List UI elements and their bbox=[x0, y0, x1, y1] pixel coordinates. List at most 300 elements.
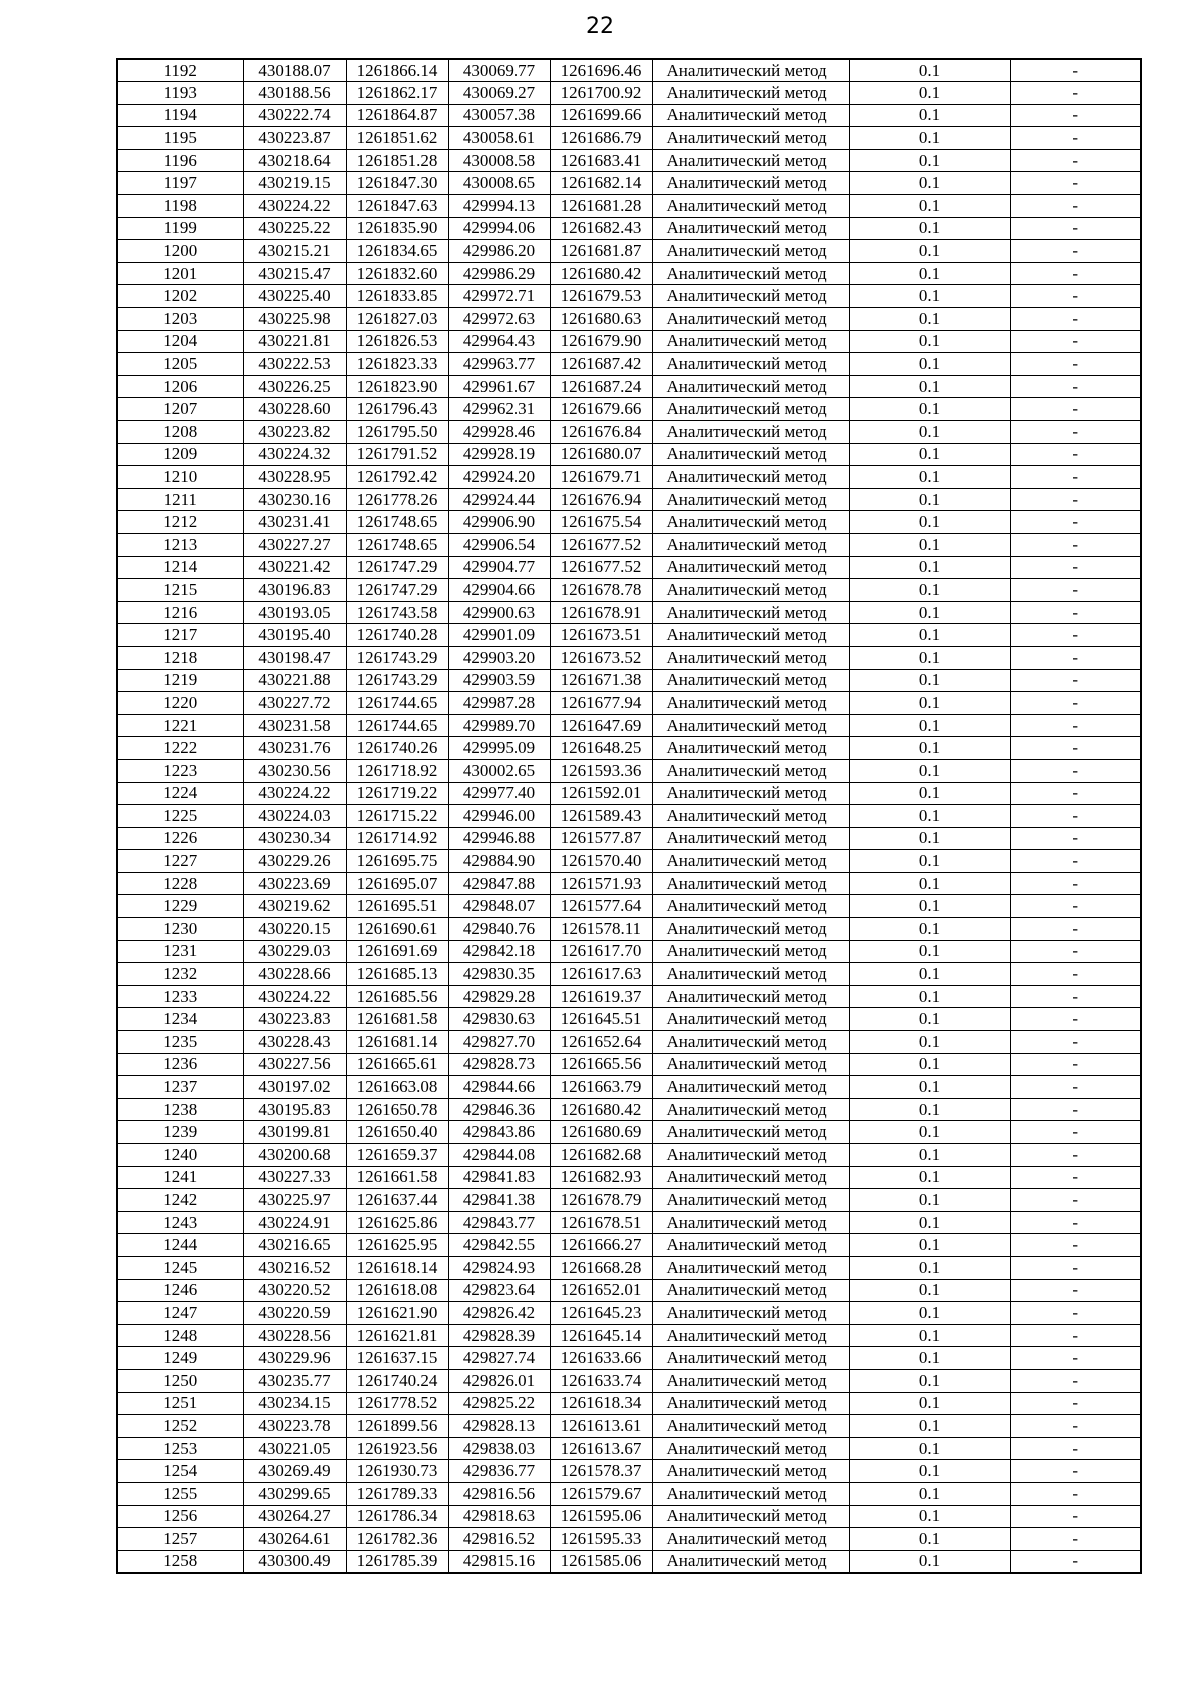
accuracy-cell: 0.1 bbox=[849, 59, 1010, 82]
accuracy-cell: 0.1 bbox=[849, 1098, 1010, 1121]
note-cell: - bbox=[1010, 1505, 1141, 1528]
table-row bbox=[117, 940, 1141, 963]
y-new-cell: 1261677.94 bbox=[550, 692, 652, 715]
y-new-cell: 1261682.43 bbox=[550, 217, 652, 240]
note-cell: - bbox=[1010, 59, 1141, 82]
accuracy-cell: 0.1 bbox=[849, 375, 1010, 398]
x-new-cell: 429924.44 bbox=[448, 488, 550, 511]
method-cell: Аналитический метод bbox=[652, 940, 849, 963]
y-old-cell: 1261899.56 bbox=[346, 1415, 448, 1438]
accuracy-cell: 0.1 bbox=[849, 1279, 1010, 1302]
y-new-cell: 1261699.66 bbox=[550, 104, 652, 127]
y-new-cell: 1261577.64 bbox=[550, 895, 652, 918]
accuracy-cell: 0.1 bbox=[849, 398, 1010, 421]
y-old-cell: 1261851.62 bbox=[346, 127, 448, 150]
x-old-cell: 430221.88 bbox=[243, 669, 346, 692]
y-new-cell: 1261665.56 bbox=[550, 1053, 652, 1076]
method-cell: Аналитический метод bbox=[652, 285, 849, 308]
point-number-cell: 1237 bbox=[117, 1076, 243, 1099]
y-new-cell: 1261585.06 bbox=[550, 1550, 652, 1573]
table-row bbox=[117, 805, 1141, 828]
method-cell: Аналитический метод bbox=[652, 353, 849, 376]
point-number-cell: 1229 bbox=[117, 895, 243, 918]
accuracy-cell: 0.1 bbox=[849, 601, 1010, 624]
table-row bbox=[117, 1144, 1141, 1167]
y-old-cell: 1261625.95 bbox=[346, 1234, 448, 1257]
x-old-cell: 430197.02 bbox=[243, 1076, 346, 1099]
y-new-cell: 1261592.01 bbox=[550, 782, 652, 805]
point-number-cell: 1202 bbox=[117, 285, 243, 308]
x-new-cell: 429846.36 bbox=[448, 1098, 550, 1121]
point-number-cell: 1233 bbox=[117, 985, 243, 1008]
note-cell: - bbox=[1010, 330, 1141, 353]
y-new-cell: 1261663.79 bbox=[550, 1076, 652, 1099]
x-old-cell: 430230.16 bbox=[243, 488, 346, 511]
x-new-cell: 429994.13 bbox=[448, 195, 550, 218]
y-new-cell: 1261680.07 bbox=[550, 443, 652, 466]
x-new-cell: 429986.20 bbox=[448, 240, 550, 263]
x-new-cell: 429986.29 bbox=[448, 262, 550, 285]
x-old-cell: 430228.66 bbox=[243, 963, 346, 986]
note-cell: - bbox=[1010, 82, 1141, 105]
method-cell: Аналитический метод bbox=[652, 466, 849, 489]
table-row bbox=[117, 963, 1141, 986]
point-number-cell: 1220 bbox=[117, 692, 243, 715]
note-cell: - bbox=[1010, 1098, 1141, 1121]
x-old-cell: 430234.15 bbox=[243, 1392, 346, 1415]
point-number-cell: 1228 bbox=[117, 872, 243, 895]
method-cell: Аналитический метод bbox=[652, 1121, 849, 1144]
note-cell: - bbox=[1010, 1437, 1141, 1460]
table-row bbox=[117, 195, 1141, 218]
note-cell: - bbox=[1010, 669, 1141, 692]
accuracy-cell: 0.1 bbox=[849, 1053, 1010, 1076]
y-old-cell: 1261851.28 bbox=[346, 149, 448, 172]
y-old-cell: 1261637.44 bbox=[346, 1189, 448, 1212]
method-cell: Аналитический метод bbox=[652, 1369, 849, 1392]
x-old-cell: 430224.22 bbox=[243, 195, 346, 218]
x-old-cell: 430219.62 bbox=[243, 895, 346, 918]
y-old-cell: 1261833.85 bbox=[346, 285, 448, 308]
y-new-cell: 1261681.28 bbox=[550, 195, 652, 218]
coordinates-table bbox=[116, 58, 1142, 1574]
x-new-cell: 429826.01 bbox=[448, 1369, 550, 1392]
table-row bbox=[117, 624, 1141, 647]
x-old-cell: 430225.97 bbox=[243, 1189, 346, 1212]
accuracy-cell: 0.1 bbox=[849, 872, 1010, 895]
y-new-cell: 1261645.51 bbox=[550, 1008, 652, 1031]
y-old-cell: 1261690.61 bbox=[346, 918, 448, 941]
x-old-cell: 430227.33 bbox=[243, 1166, 346, 1189]
x-old-cell: 430199.81 bbox=[243, 1121, 346, 1144]
point-number-cell: 1244 bbox=[117, 1234, 243, 1257]
x-new-cell: 429848.07 bbox=[448, 895, 550, 918]
method-cell: Аналитический метод bbox=[652, 127, 849, 150]
x-old-cell: 430231.76 bbox=[243, 737, 346, 760]
y-old-cell: 1261847.30 bbox=[346, 172, 448, 195]
y-old-cell: 1261744.65 bbox=[346, 714, 448, 737]
y-new-cell: 1261589.43 bbox=[550, 805, 652, 828]
y-old-cell: 1261847.63 bbox=[346, 195, 448, 218]
point-number-cell: 1250 bbox=[117, 1369, 243, 1392]
y-old-cell: 1261789.33 bbox=[346, 1482, 448, 1505]
table-row bbox=[117, 375, 1141, 398]
table-row bbox=[117, 308, 1141, 331]
note-cell: - bbox=[1010, 646, 1141, 669]
table-row bbox=[117, 1008, 1141, 1031]
table-row bbox=[117, 1324, 1141, 1347]
point-number-cell: 1235 bbox=[117, 1031, 243, 1054]
point-number-cell: 1247 bbox=[117, 1302, 243, 1325]
y-new-cell: 1261678.91 bbox=[550, 601, 652, 624]
x-old-cell: 430230.34 bbox=[243, 827, 346, 850]
table-row bbox=[117, 1256, 1141, 1279]
note-cell: - bbox=[1010, 985, 1141, 1008]
x-new-cell: 429830.63 bbox=[448, 1008, 550, 1031]
x-new-cell: 429901.09 bbox=[448, 624, 550, 647]
accuracy-cell: 0.1 bbox=[849, 511, 1010, 534]
y-new-cell: 1261675.54 bbox=[550, 511, 652, 534]
y-new-cell: 1261679.71 bbox=[550, 466, 652, 489]
point-number-cell: 1192 bbox=[117, 59, 243, 82]
point-number-cell: 1254 bbox=[117, 1460, 243, 1483]
table-row bbox=[117, 782, 1141, 805]
x-new-cell: 429827.70 bbox=[448, 1031, 550, 1054]
point-number-cell: 1200 bbox=[117, 240, 243, 263]
table-row bbox=[117, 601, 1141, 624]
accuracy-cell: 0.1 bbox=[849, 330, 1010, 353]
note-cell: - bbox=[1010, 827, 1141, 850]
point-number-cell: 1218 bbox=[117, 646, 243, 669]
y-old-cell: 1261743.29 bbox=[346, 669, 448, 692]
x-new-cell: 429828.13 bbox=[448, 1415, 550, 1438]
x-old-cell: 430224.91 bbox=[243, 1211, 346, 1234]
y-new-cell: 1261618.34 bbox=[550, 1392, 652, 1415]
point-number-cell: 1224 bbox=[117, 782, 243, 805]
x-old-cell: 430220.52 bbox=[243, 1279, 346, 1302]
x-old-cell: 430231.41 bbox=[243, 511, 346, 534]
table-row bbox=[117, 1437, 1141, 1460]
accuracy-cell: 0.1 bbox=[849, 1460, 1010, 1483]
note-cell: - bbox=[1010, 375, 1141, 398]
x-old-cell: 430220.59 bbox=[243, 1302, 346, 1325]
y-old-cell: 1261661.58 bbox=[346, 1166, 448, 1189]
method-cell: Аналитический метод bbox=[652, 985, 849, 1008]
table-row bbox=[117, 488, 1141, 511]
y-old-cell: 1261778.52 bbox=[346, 1392, 448, 1415]
note-cell: - bbox=[1010, 1369, 1141, 1392]
method-cell: Аналитический метод bbox=[652, 330, 849, 353]
y-old-cell: 1261923.56 bbox=[346, 1437, 448, 1460]
method-cell: Аналитический метод bbox=[652, 1415, 849, 1438]
method-cell: Аналитический метод bbox=[652, 556, 849, 579]
x-new-cell: 429928.19 bbox=[448, 443, 550, 466]
note-cell: - bbox=[1010, 149, 1141, 172]
y-new-cell: 1261578.11 bbox=[550, 918, 652, 941]
method-cell: Аналитический метод bbox=[652, 895, 849, 918]
table-row bbox=[117, 759, 1141, 782]
y-old-cell: 1261685.56 bbox=[346, 985, 448, 1008]
y-new-cell: 1261680.42 bbox=[550, 262, 652, 285]
y-old-cell: 1261862.17 bbox=[346, 82, 448, 105]
accuracy-cell: 0.1 bbox=[849, 1076, 1010, 1099]
y-old-cell: 1261827.03 bbox=[346, 308, 448, 331]
note-cell: - bbox=[1010, 850, 1141, 873]
x-old-cell: 430215.21 bbox=[243, 240, 346, 263]
point-number-cell: 1199 bbox=[117, 217, 243, 240]
y-old-cell: 1261691.69 bbox=[346, 940, 448, 963]
accuracy-cell: 0.1 bbox=[849, 285, 1010, 308]
accuracy-cell: 0.1 bbox=[849, 82, 1010, 105]
accuracy-cell: 0.1 bbox=[849, 940, 1010, 963]
method-cell: Аналитический метод bbox=[652, 1279, 849, 1302]
x-old-cell: 430229.03 bbox=[243, 940, 346, 963]
point-number-cell: 1240 bbox=[117, 1144, 243, 1167]
point-number-cell: 1238 bbox=[117, 1098, 243, 1121]
point-number-cell: 1252 bbox=[117, 1415, 243, 1438]
method-cell: Аналитический метод bbox=[652, 1166, 849, 1189]
point-number-cell: 1193 bbox=[117, 82, 243, 105]
y-old-cell: 1261714.92 bbox=[346, 827, 448, 850]
table-row bbox=[117, 59, 1141, 82]
point-number-cell: 1242 bbox=[117, 1189, 243, 1212]
x-new-cell: 429972.71 bbox=[448, 285, 550, 308]
note-cell: - bbox=[1010, 398, 1141, 421]
x-old-cell: 430226.25 bbox=[243, 375, 346, 398]
y-old-cell: 1261695.51 bbox=[346, 895, 448, 918]
y-old-cell: 1261864.87 bbox=[346, 104, 448, 127]
accuracy-cell: 0.1 bbox=[849, 240, 1010, 263]
note-cell: - bbox=[1010, 872, 1141, 895]
note-cell: - bbox=[1010, 1302, 1141, 1325]
x-old-cell: 430221.42 bbox=[243, 556, 346, 579]
y-new-cell: 1261645.14 bbox=[550, 1324, 652, 1347]
y-new-cell: 1261680.42 bbox=[550, 1098, 652, 1121]
x-old-cell: 430218.64 bbox=[243, 149, 346, 172]
y-new-cell: 1261577.87 bbox=[550, 827, 652, 850]
page-number: 22 bbox=[586, 14, 614, 39]
y-new-cell: 1261647.69 bbox=[550, 714, 652, 737]
table-row bbox=[117, 1460, 1141, 1483]
x-new-cell: 430069.27 bbox=[448, 82, 550, 105]
point-number-cell: 1258 bbox=[117, 1550, 243, 1573]
table-row bbox=[117, 985, 1141, 1008]
x-old-cell: 430235.77 bbox=[243, 1369, 346, 1392]
y-new-cell: 1261652.64 bbox=[550, 1031, 652, 1054]
method-cell: Аналитический метод bbox=[652, 172, 849, 195]
x-old-cell: 430216.65 bbox=[243, 1234, 346, 1257]
y-new-cell: 1261679.66 bbox=[550, 398, 652, 421]
y-old-cell: 1261718.92 bbox=[346, 759, 448, 782]
method-cell: Аналитический метод bbox=[652, 511, 849, 534]
note-cell: - bbox=[1010, 1053, 1141, 1076]
accuracy-cell: 0.1 bbox=[849, 1392, 1010, 1415]
x-new-cell: 429825.22 bbox=[448, 1392, 550, 1415]
method-cell: Аналитический метод bbox=[652, 1302, 849, 1325]
note-cell: - bbox=[1010, 466, 1141, 489]
x-new-cell: 429972.63 bbox=[448, 308, 550, 331]
accuracy-cell: 0.1 bbox=[849, 443, 1010, 466]
method-cell: Аналитический метод bbox=[652, 601, 849, 624]
y-old-cell: 1261785.39 bbox=[346, 1550, 448, 1573]
note-cell: - bbox=[1010, 692, 1141, 715]
table-row bbox=[117, 398, 1141, 421]
table-row bbox=[117, 421, 1141, 444]
y-new-cell: 1261579.67 bbox=[550, 1482, 652, 1505]
y-old-cell: 1261740.24 bbox=[346, 1369, 448, 1392]
y-old-cell: 1261621.81 bbox=[346, 1324, 448, 1347]
point-number-cell: 1234 bbox=[117, 1008, 243, 1031]
y-old-cell: 1261650.40 bbox=[346, 1121, 448, 1144]
note-cell: - bbox=[1010, 1211, 1141, 1234]
x-old-cell: 430264.27 bbox=[243, 1505, 346, 1528]
table-row bbox=[117, 1211, 1141, 1234]
y-new-cell: 1261676.94 bbox=[550, 488, 652, 511]
x-old-cell: 430223.78 bbox=[243, 1415, 346, 1438]
x-old-cell: 430224.32 bbox=[243, 443, 346, 466]
note-cell: - bbox=[1010, 1550, 1141, 1573]
note-cell: - bbox=[1010, 172, 1141, 195]
accuracy-cell: 0.1 bbox=[849, 646, 1010, 669]
x-new-cell: 429816.52 bbox=[448, 1528, 550, 1551]
x-old-cell: 430227.56 bbox=[243, 1053, 346, 1076]
point-number-cell: 1232 bbox=[117, 963, 243, 986]
y-old-cell: 1261866.14 bbox=[346, 59, 448, 82]
y-new-cell: 1261671.38 bbox=[550, 669, 652, 692]
accuracy-cell: 0.1 bbox=[849, 1324, 1010, 1347]
note-cell: - bbox=[1010, 533, 1141, 556]
y-new-cell: 1261687.24 bbox=[550, 375, 652, 398]
point-number-cell: 1226 bbox=[117, 827, 243, 850]
accuracy-cell: 0.1 bbox=[849, 1031, 1010, 1054]
table-row bbox=[117, 1234, 1141, 1257]
accuracy-cell: 0.1 bbox=[849, 353, 1010, 376]
table-row bbox=[117, 1053, 1141, 1076]
x-new-cell: 429904.66 bbox=[448, 579, 550, 602]
point-number-cell: 1212 bbox=[117, 511, 243, 534]
y-old-cell: 1261618.08 bbox=[346, 1279, 448, 1302]
y-old-cell: 1261792.42 bbox=[346, 466, 448, 489]
table-row bbox=[117, 1482, 1141, 1505]
table-row bbox=[117, 918, 1141, 941]
method-cell: Аналитический метод bbox=[652, 782, 849, 805]
accuracy-cell: 0.1 bbox=[849, 737, 1010, 760]
x-new-cell: 429826.42 bbox=[448, 1302, 550, 1325]
y-new-cell: 1261666.27 bbox=[550, 1234, 652, 1257]
y-old-cell: 1261695.75 bbox=[346, 850, 448, 873]
method-cell: Аналитический метод bbox=[652, 375, 849, 398]
note-cell: - bbox=[1010, 1121, 1141, 1144]
x-old-cell: 430264.61 bbox=[243, 1528, 346, 1551]
accuracy-cell: 0.1 bbox=[849, 488, 1010, 511]
point-number-cell: 1219 bbox=[117, 669, 243, 692]
x-old-cell: 430195.40 bbox=[243, 624, 346, 647]
y-old-cell: 1261795.50 bbox=[346, 421, 448, 444]
table-row bbox=[117, 353, 1141, 376]
point-number-cell: 1248 bbox=[117, 1324, 243, 1347]
note-cell: - bbox=[1010, 1460, 1141, 1483]
accuracy-cell: 0.1 bbox=[849, 217, 1010, 240]
x-new-cell: 429906.54 bbox=[448, 533, 550, 556]
y-new-cell: 1261682.14 bbox=[550, 172, 652, 195]
table-row bbox=[117, 1347, 1141, 1370]
point-number-cell: 1246 bbox=[117, 1279, 243, 1302]
method-cell: Аналитический метод bbox=[652, 1550, 849, 1573]
point-number-cell: 1243 bbox=[117, 1211, 243, 1234]
table-row bbox=[117, 533, 1141, 556]
note-cell: - bbox=[1010, 940, 1141, 963]
x-old-cell: 430225.22 bbox=[243, 217, 346, 240]
table-row bbox=[117, 240, 1141, 263]
note-cell: - bbox=[1010, 421, 1141, 444]
x-new-cell: 430008.58 bbox=[448, 149, 550, 172]
y-old-cell: 1261786.34 bbox=[346, 1505, 448, 1528]
x-new-cell: 429989.70 bbox=[448, 714, 550, 737]
accuracy-cell: 0.1 bbox=[849, 918, 1010, 941]
table-row bbox=[117, 104, 1141, 127]
method-cell: Аналитический метод bbox=[652, 1234, 849, 1257]
x-old-cell: 430299.65 bbox=[243, 1482, 346, 1505]
x-new-cell: 429904.77 bbox=[448, 556, 550, 579]
accuracy-cell: 0.1 bbox=[849, 805, 1010, 828]
note-cell: - bbox=[1010, 1234, 1141, 1257]
method-cell: Аналитический метод bbox=[652, 195, 849, 218]
table-row bbox=[117, 1121, 1141, 1144]
accuracy-cell: 0.1 bbox=[849, 895, 1010, 918]
x-new-cell: 429841.83 bbox=[448, 1166, 550, 1189]
y-new-cell: 1261687.42 bbox=[550, 353, 652, 376]
accuracy-cell: 0.1 bbox=[849, 149, 1010, 172]
y-new-cell: 1261648.25 bbox=[550, 737, 652, 760]
x-new-cell: 429815.16 bbox=[448, 1550, 550, 1573]
method-cell: Аналитический метод bbox=[652, 714, 849, 737]
y-old-cell: 1261695.07 bbox=[346, 872, 448, 895]
point-number-cell: 1213 bbox=[117, 533, 243, 556]
y-new-cell: 1261570.40 bbox=[550, 850, 652, 873]
point-number-cell: 1225 bbox=[117, 805, 243, 828]
y-old-cell: 1261740.26 bbox=[346, 737, 448, 760]
point-number-cell: 1245 bbox=[117, 1256, 243, 1279]
point-number-cell: 1205 bbox=[117, 353, 243, 376]
y-old-cell: 1261782.36 bbox=[346, 1528, 448, 1551]
x-new-cell: 429818.63 bbox=[448, 1505, 550, 1528]
x-old-cell: 430216.52 bbox=[243, 1256, 346, 1279]
y-new-cell: 1261677.52 bbox=[550, 533, 652, 556]
y-old-cell: 1261618.14 bbox=[346, 1256, 448, 1279]
point-number-cell: 1256 bbox=[117, 1505, 243, 1528]
x-old-cell: 430193.05 bbox=[243, 601, 346, 624]
note-cell: - bbox=[1010, 601, 1141, 624]
accuracy-cell: 0.1 bbox=[849, 1211, 1010, 1234]
method-cell: Аналитический метод bbox=[652, 805, 849, 828]
accuracy-cell: 0.1 bbox=[849, 1189, 1010, 1212]
y-new-cell: 1261678.79 bbox=[550, 1189, 652, 1212]
x-new-cell: 429962.31 bbox=[448, 398, 550, 421]
x-old-cell: 430231.58 bbox=[243, 714, 346, 737]
point-number-cell: 1208 bbox=[117, 421, 243, 444]
x-new-cell: 429903.59 bbox=[448, 669, 550, 692]
y-old-cell: 1261650.78 bbox=[346, 1098, 448, 1121]
x-old-cell: 430228.60 bbox=[243, 398, 346, 421]
accuracy-cell: 0.1 bbox=[849, 579, 1010, 602]
y-old-cell: 1261625.86 bbox=[346, 1211, 448, 1234]
note-cell: - bbox=[1010, 104, 1141, 127]
x-new-cell: 429843.77 bbox=[448, 1211, 550, 1234]
note-cell: - bbox=[1010, 1144, 1141, 1167]
y-new-cell: 1261578.37 bbox=[550, 1460, 652, 1483]
x-new-cell: 429928.46 bbox=[448, 421, 550, 444]
point-number-cell: 1221 bbox=[117, 714, 243, 737]
